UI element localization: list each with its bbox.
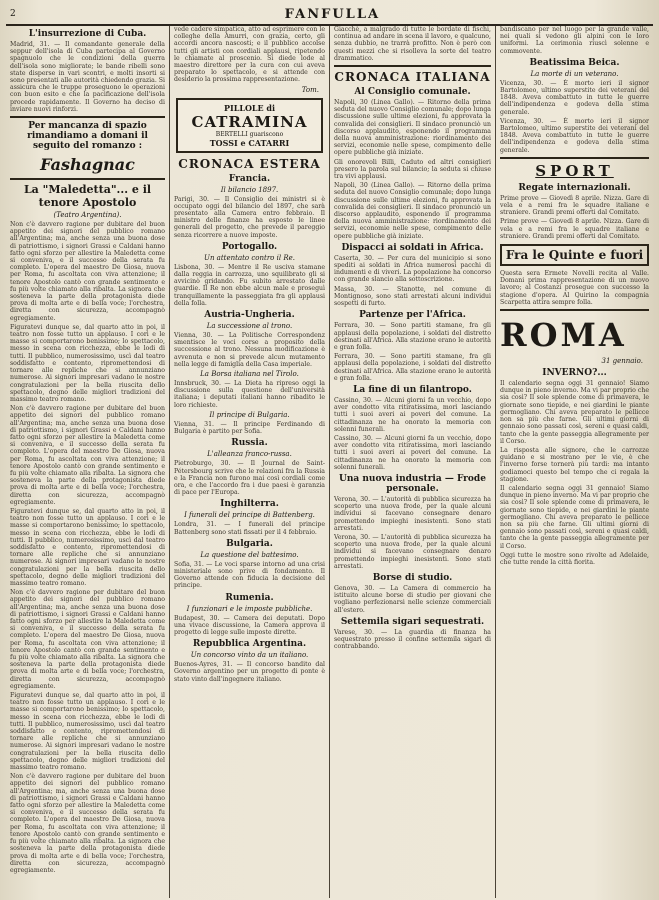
article-inverno: Il calendario segna oggi 31 gennaio! Siamo dunque in pieno inverno. Ma vi par proprio che sia così? Il sole splende come di primavera, le giornate sono tiepide, e nei giardini le piante germogliano. Chi aveva preparato le pellicce non sa più che farne. Gli ultimi giorni di gennaio sono passati così, sereni e quasi caldi, tanto che la gente passeggia allegramente per il Corso. [500, 380, 649, 445]
article-industria: Verona, 30. — L'autorità di pubblica sicurezza ha scoperto una nuova frode, per la quale alcuni individui si facevano consegnare denaro promettendo impieghi inesistenti. Sono stati arrestati. [334, 495, 491, 532]
article-maledetta-7: Non c'è davvero ragione per dubitare del buon appetito dei signori del pubblico romano all'Argentina; ma, anche senza una buona dose di patriottismo, i signori Grassi e Caldani hanno fatto ogni sforzo per allestire la Maledetta come si conveniva, e il successo della serata fu completo. L'opera del maestro De Giosa, nuova per Roma, fu ascoltata con viva attenzione; il tenore Apostolo cantò con grande sentimento e fu più volte chiamato alla ribalta. La signora che sosteneva la parte della protagonista diede prova di molta arte e di bella voce; l'orchestra, diretta con sicurezza, accompagnò egregiamente. [10, 773, 165, 874]
ad-catramina: CATRAMINA [191, 112, 308, 131]
article-consiglio: Napoli, 30 (Linea Gallo). — Ritorno della prima seduta del nuovo Consiglio comunale; dopo lunga discussione sulle ultime elezioni, fu approvata la convalida dei consiglieri. Il sindaco pronunciò un discorso applaudito, esponendo il programma della nuova amministrazione: riordinamento dei servizi, economie nelle spese, compimento delle opere pubbliche già iniziate. [334, 99, 491, 157]
headline-maledetta: La "Maledetta"... e il tenore Apostolo [23, 183, 152, 210]
column-1 [6, 26, 169, 898]
article-bulgaria: Sofia, 31. — Le voci sparse intorno ad una crisi ministeriale sono prive di fondamento. Il Governo attende con fiducia la decisione del principe. [174, 560, 325, 590]
headline-filantropo: La fine di un filantropo. [353, 384, 472, 395]
article-partenze-2: Ferrara, 30. — Sono partiti stamane, fra gli applausi della popolazione, i soldati del distretto destinati all'Africa. Alla stazione erano le autorità e gran folla. [334, 353, 491, 382]
divider [10, 116, 165, 118]
sub-austria: La successione al trono. [206, 322, 293, 331]
headline-inghilterra: Inghilterra. [220, 499, 279, 510]
sub-bulgaria-principe: Il principe di Bulgaria. [209, 410, 290, 419]
page-number: 2 [10, 9, 16, 19]
headline-bulgaria: Bulgaria. [226, 538, 273, 549]
divider [500, 157, 649, 159]
headline-borse: Borse di studio. [372, 572, 453, 583]
article-filantropo: Cassino, 30. — Alcuni giorni fa un vecchio, dopo aver condotto vita ritiratissima, morì lasciando tutti i suoi averi ai poveri del comune. La cittadinanza ne ha onorato la memoria con solenni funerali. [334, 396, 491, 433]
headline-consiglio: Al Consiglio comunale. [354, 87, 471, 98]
article-consiglio-2: Gli onorevoli Billi, Caduto ed altri consiglieri presero la parola sul bilancio; la seduta si chiuse tra vivi applausi. [334, 158, 491, 181]
article-austria-2: Innsbruck, 30. — La Dieta ha ripreso oggi la discussione sulla questione dell'università italiana; i deputati italiani hanno ribadito le loro richieste. [174, 380, 325, 409]
article-borse: Genova, 30. — La Camera di commercio ha istituito alcune borse di studio per giovani che vogliano perfezionarsi nelle scienze commerciali all'estero. [334, 584, 491, 614]
article-francia: Parigi, 30. — Il Consiglio dei ministri si è occupato oggi del bilancio del 1897, che sarà presentato alla Camera entro febbraio. Il ministro delle finanze ha esposto le linee generali del progetto, che prevede il pareggio senza ricorrere a nuove imposte. [174, 195, 325, 239]
masthead [6, 4, 653, 26]
headline-russia: Russia. [231, 438, 268, 449]
article-veterano-2: Vicenza, 30. — È morto ieri il signor Bartolomeo, ultimo superstite dei veterani del 1848. Aveva combattuto in tutte le guerre dell'indipendenza e godeva della stima generale. [500, 117, 649, 154]
column-2 [169, 26, 329, 898]
article-cuba: Madrid, 31. — Il comandante generale della seppur dell'isola di Cuba partecipa al Governo spagnuolo che le condizioni della guerra dell'isola sono migliorate; le bande ribelli sono state disperse in vari scontri, e molti insorti si sono presentati alle autorità chiedendo grazia. Si assicura che le truppe proseguono le operazioni con buon esito e che la pacificazione dell'isola procede rapidamente. Il Governo ha deciso di inviare nuovi rinforzi. [10, 41, 165, 113]
newspaper-title: FANFULLA [284, 6, 381, 22]
section-roma: ROMA [500, 316, 627, 355]
headline-africa: Dispacci ai soldati in Africa. [341, 242, 484, 253]
article-maledetta-6: Figuratevi dunque se, dal quarto atto in poi, il teatro non fosse tutto un applauso. I cori e le masse si comportarono benissimo; lo spettacolo, messo in scena con ricchezza, ebbe le lodi di tutti. Il pubblico, numerosissimo, uscì dal teatro soddisfatto e contento, ripromettendosi di tornare alle repliche che si annunziano numerose. Ai signori impresari vadano le nostre congratulazioni per la bella riuscita dello spettacolo, degno delle migliori tradizioni del massimo teatro romano. [10, 692, 165, 772]
columns [6, 26, 653, 898]
ad-pillole: PILLOLE di [223, 102, 276, 113]
article-portogallo: Lisbona, 30. — Mentre il Re usciva stamane dalla reggia in carrozza, uno squilibrato gli si avvicinò gridando. Fu subito arrestato dalle guardie. Il Re non ebbe alcun male e proseguì tranquillamente la passeggiata fra gli applausi della folla. [174, 263, 325, 307]
notice-romanzo: Per mancanza di spazio rimandiamo a domani il seguito del romanzo : [27, 121, 148, 152]
sub-bulgaria: La questione del battesimo. [200, 550, 299, 559]
sub-argentina: Un concorso vinto da un italiano. [190, 651, 309, 660]
headline-cuba: L'insurrezione di Cuba. [28, 29, 147, 39]
sub-russia: L'alleanza franco-russa. [207, 450, 292, 459]
article-maledetta-5: Non c'è davvero ragione per dubitare del buon appetito dei signori del pubblico romano all'Argentina; ma, anche senza una buona dose di patriottismo, i signori Grassi e Caldani hanno fatto ogni sforzo per allestire la Maledetta come si conveniva, e il successo della serata fu completo. L'opera del maestro De Giosa, nuova per Roma, fu ascoltata con viva attenzione; il tenore Apostolo cantò con grande sentimento e fu più volte chiamato alla ribalta. La signora che sosteneva la parte della protagonista diede prova di molta arte e di bella voce; l'orchestra, diretta con sicurezza, accompagnò egregiamente. [10, 589, 165, 690]
advertisement-catramina [176, 98, 323, 153]
article-consiglio-3: Napoli, 30 (Linea Gallo). — Ritorno della prima seduta del nuovo Consiglio comunale; dopo lunga discussione sulle ultime elezioni, fu approvata la convalida dei consiglieri. Il sindaco pronunciò un discorso applaudito, esponendo il programma della nuova amministrazione: riordinamento dei servizi, economie nelle spese, compimento delle opere pubbliche già iniziate. [334, 182, 491, 240]
article-regate-2: Prime prove — Giovedì 8 aprile. Nizza. Gare di vela e a remi fra le squadre italiane e straniere. Grandi premi offerti dal Comitato. [500, 218, 649, 240]
headline-argentina: Repubblica Argentina. [192, 639, 307, 650]
section-sport: SPORT [535, 161, 614, 180]
article-sigari: Varese, 30. — La guardia di finanza ha sequestrato presso il confine settemila sigari di contrabbando. [334, 628, 491, 651]
article-maledetta-4: Figuratevi dunque se, dal quarto atto in poi, il teatro non fosse tutto un applauso. I cori e le masse si comportarono benissimo; lo spettacolo, messo in scena con ricchezza, ebbe le lodi di tutti. Il pubblico, numerosissimo, uscì dal teatro soddisfatto e contento, ripromettendosi di tornare alle repliche che si annunziano numerose. Ai signori impresari vadano le nostre congratulazioni per la bella riuscita dello spettacolo, degno delle migliori tradizioni del massimo teatro romano. [10, 507, 165, 587]
section-cronaca-italiana: CRONACA ITALIANA [334, 70, 491, 85]
divider [500, 309, 649, 311]
article-rumenia: Budapest, 30. — Camera dei deputati. Dopo una vivace discussione, la Camera approva il progetto di legge sulle imposte dirette. [174, 614, 325, 636]
signature: Tom. [301, 85, 319, 94]
article-inverno-2: La risposta alle signore, che le carrozze guidano e si mostrano per le vie, è che l'inverno forse tornerà più tardi: ma intanto godiamoci questo bel tempo che ci regala la stagione. [500, 446, 649, 483]
article-russia: Pietroburgo, 30. — Il Journal de Saint-Pétersbourg scrive che le relazioni fra la Russia e la Francia non furono mai così cordiali come ora, e che l'accordo fra i due paesi è garanzia di pace per l'Europa. [174, 460, 325, 497]
divider [10, 178, 165, 180]
article-continuation-4: bandiscano per nel luogo per la grande valle, nei quali si vedono gli alpini con le loro uniformi. La cerimonia riuscì solenne e commovente. [500, 26, 649, 55]
article-continuation-3: Giacchè, a malgrado di tutte le bordate di fischi, continua ad andare in scena il lavoro, e qualcuno, senza dubbio, ne trarrà profitto. Non è però con questi mezzi che si risolleva la sorte del teatro drammatico. [334, 26, 491, 62]
sub-austria-2: La Borsa italiana nel Tirolo. [200, 370, 299, 379]
article-africa-2: Massa, 30. — Stanotte, nel comune di Montignoso, sono stati arrestati alcuni individui sospetti di furto. [334, 285, 491, 308]
article-austria: Vienna, 30. — La Politische Correspondenz smentisce le voci corse a proposito della successione al trono. Nessuna modificazione è avvenuta e non si prevede alcun mutamento nella legge di famiglia della Casa imperiale. [174, 332, 325, 368]
sub-inghilterra: I funerali del principe di Battenberg. [184, 511, 315, 520]
article-filantropo-2: Cassino, 30. — Alcuni giorni fa un vecchio, dopo aver condotto vita ritiratissima, morì lasciando tutti i suoi averi ai poveri del comune. La cittadinanza ne ha onorato la memoria con solenni funerali. [334, 434, 491, 471]
headline-inverno: INVERNO?... [542, 368, 607, 379]
roma-header [500, 314, 649, 356]
article-inghilterra: Londra, 31. — I funerali del principe Battenberg sono stati fissati per il 4 febbraio. [174, 521, 325, 536]
section-cronaca-estera: CRONACA ESTERA [178, 156, 321, 171]
section-fra-le-quinte: Fra le Quinte e fuori [500, 244, 649, 266]
headline-portogallo: Portogallo. [221, 241, 278, 252]
article-bulgaria-principe: Vienna, 31. — Il principe Ferdinando di Bulgaria è partito per Sofia. [174, 420, 325, 436]
column-3 [329, 26, 495, 898]
roma-date: 31 gennaio. [601, 357, 643, 366]
ad-bertelli: BERTELLI guariscono [215, 130, 284, 138]
headline-francia: Francia. [228, 173, 271, 184]
article-regate: Prime prove — Giovedì 8 aprile. Nizza. Gare di vela e a remi fra le squadre italiane e straniere. Grandi premi offerti dal Comitato. [500, 194, 649, 217]
headline-sigari: Settemila sigari sequestrati. [340, 616, 485, 627]
article-maledetta: Non c'è davvero ragione per dubitare del buon appetito dei signori del pubblico romano all'Argentina; ma, anche senza una buona dose di patriottismo, i signori Grassi e Caldani hanno fatto ogni sforzo per allestire la Maledetta come si conveniva, e il successo della serata fu completo. L'opera del maestro De Giosa, nuova per Roma, fu ascoltata con viva attenzione; il tenore Apostolo cantò con grande sentimento e fu più volte chiamato alla ribalta. La signora che sosteneva la parte della protagonista diede prova di molta arte e di bella voce; l'orchestra, diretta con sicurezza, accompagnò egregiamente. [10, 221, 165, 322]
divider [334, 65, 491, 67]
headline-industria: Una nuova industria — Frode personale. [339, 473, 486, 494]
column-4 [495, 26, 653, 898]
sub-francia: Il bilancio 1897. [220, 185, 279, 194]
article-inverno-3: Il calendario segna oggi 31 gennaio! Siamo dunque in pieno inverno. Ma vi par proprio che sia così? Il sole splende come di primavera, le giornate sono tiepide, e nei giardini le piante germogliano. Chi aveva preparato le pellicce non sa più che farne. Gli ultimi giorni di gennaio sono passati così, sereni e quasi caldi, tanto che la gente passeggia allegramente per il Corso. [500, 484, 649, 550]
sub-veterano: La morte di un veterano. [530, 69, 619, 78]
article-quinte: Questa sera Ermete Novelli recita al Valle. Domani prima rappresentazione di un nuovo lavoro; al Costanzi prosegue con successo la stagione d'opera. Al Quirino la compagnia Scarpetta attira sempre folla. [500, 270, 649, 306]
article-africa: Caserta, 30. — Per cura del municipio si sono spediti ai soldati in Africa numerosi pacchi di indumenti e di viveri. La popolazione ha concorso con grande slancio alla sottoscrizione. [334, 254, 491, 284]
romanzo-title: Fashagnac [40, 155, 135, 175]
sub-portogallo: Un attentato contro il Re. [204, 253, 295, 262]
headline-austria: Austria-Ungheria. [204, 310, 295, 321]
headline-regate: Regate internazionali. [518, 182, 631, 193]
article-partenze: Ferrara, 30. — Sono partiti stamane, fra gli applausi della popolazione, i soldati del distretto destinati all'Africa. Alla stazione erano le autorità e gran folla. [334, 322, 491, 351]
headline-rumenia: Rumenia. [225, 592, 274, 603]
article-maledetta-3: Non c'è davvero ragione per dubitare del buon appetito dei signori del pubblico romano all'Argentina; ma, anche senza una buona dose di patriottismo, i signori Grassi e Caldani hanno fatto ogni sforzo per allestire la Maledetta come si conveniva, e il successo della serata fu completo. L'opera del maestro De Giosa, nuova per Roma, fu ascoltata con viva attenzione; il tenore Apostolo cantò con grande sentimento e fu più volte chiamato alla ribalta. La signora che sosteneva la parte della protagonista diede prova di molta arte e di bella voce; l'orchestra, diretta con sicurezza, accompagnò egregiamente. [10, 405, 165, 506]
headline-beica: Beatissima Beica. [529, 57, 620, 68]
article-argentina: Buenos-Ayres, 31. — Il concorso bandito dal Governo argentino per un progetto di ponte è stato vinto dall'ingegnere italiano. [174, 661, 325, 683]
article-industria-2: Verona, 30. — L'autorità di pubblica sicurezza ha scoperto una nuova frode, per la quale alcuni individui si facevano consegnare denaro promettendo impieghi inesistenti. Sono stati arrestati. [334, 533, 491, 570]
article-maledetta-2: Figuratevi dunque se, dal quarto atto in poi, il teatro non fosse tutto un applauso. I cori e le masse si comportarono benissimo; lo spettacolo, messo in scena con ricchezza, ebbe le lodi di tutti. Il pubblico, numerosissimo, uscì dal teatro soddisfatto e contento, ripromettendosi di tornare alle repliche che si annunziano numerose. Ai signori impresari vadano le nostre congratulazioni per la bella riuscita dello spettacolo, degno delle migliori tradizioni del massimo teatro romano. [10, 323, 165, 403]
article-inverno-4: Oggi tutte le mostre sono rivolte ad Adelaide, che tutte rende la città fiorita. [500, 551, 649, 566]
headline-partenze: Partenze per l'Africa. [359, 310, 466, 321]
article-continuation: vede cadere simpatica, atto ad esprimere con le colleghe della Amurri, con grazia, certo, gli accordi ancora nascosti; e il pubblico accolse tutti gli artisti con cordiali applausi, ripetendo le chiamate al proscenio. Si diede lode al maestro direttore per la cura con cui aveva preparato lo spettacolo, e si attende con desiderio la prossima rappresentazione. [174, 26, 325, 84]
article-veterano: Vicenza, 30. — È morto ieri il signor Bartolomeo, ultimo superstite dei veterani del 1848. Aveva combattuto in tutte le guerre dell'indipendenza e godeva della stima generale. [500, 79, 649, 116]
sub-rumenia: I funzionari e le imposte pubbliche. [186, 604, 313, 613]
ad-cura: TOSSI e CATARRI [209, 137, 290, 148]
subheading-teatro: (Teatro Argentina). [53, 211, 122, 220]
